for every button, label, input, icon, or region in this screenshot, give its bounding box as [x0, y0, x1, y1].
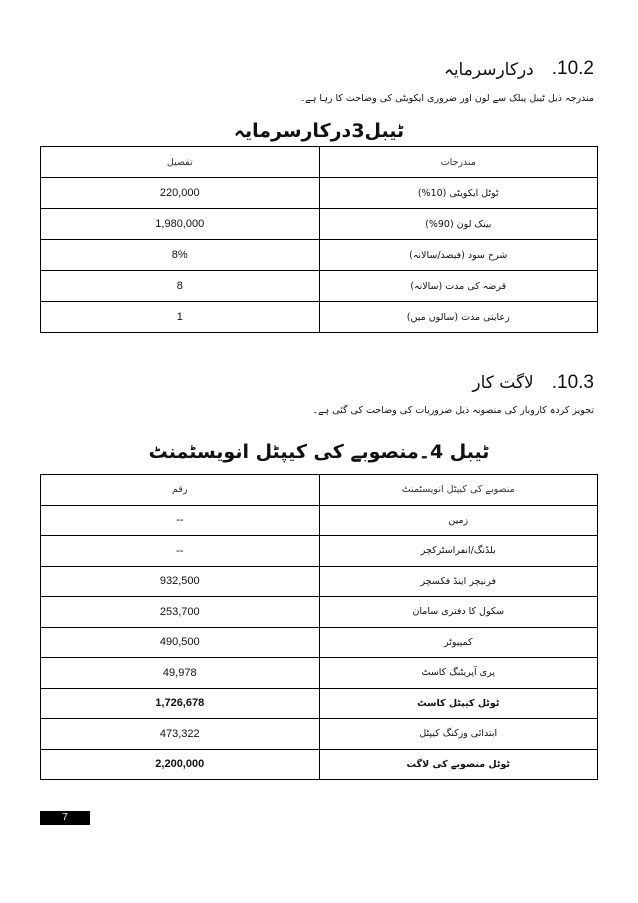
table-row: [41, 627, 598, 658]
row-item: ٹوٹل منصوبے کی لاگت: [319, 749, 598, 780]
section-title: درکارسرمایہ: [443, 59, 534, 80]
header-item: منصوبے کی کیپٹل انویسٹمنٹ: [319, 475, 598, 506]
row-item: رعایتی مدت (سالوں میں): [319, 302, 598, 333]
row-value: 8%: [41, 240, 320, 271]
row-item: زمین: [319, 505, 598, 536]
row-value: 1,726,678: [41, 688, 320, 719]
capital-investment-table: [40, 474, 598, 780]
row-item: سکول کا دفتری سامان: [319, 597, 598, 628]
row-item: ابتدائی ورکنگ کیپٹل: [319, 719, 598, 750]
row-item: بلڈنگ/انفراسٹرکچر: [319, 536, 598, 567]
table-row: [41, 597, 598, 628]
table-row: [41, 566, 598, 597]
header-detail: تفصیل: [41, 147, 320, 178]
row-item: بینک لون (90%): [319, 209, 598, 240]
section-heading-10-3: [472, 372, 594, 394]
capital-requirement-table: [40, 146, 598, 333]
table-row: [41, 178, 598, 209]
table-header-row: [41, 475, 598, 506]
row-item: فرنیچر اینڈ فکسچر: [319, 566, 598, 597]
row-value: --: [41, 536, 320, 567]
table-row-total: [41, 688, 598, 719]
header-amount: رقم: [41, 475, 320, 506]
row-item: ٹوٹل کیپٹل کاسٹ: [319, 688, 598, 719]
table-row: [41, 719, 598, 750]
table-row: [41, 536, 598, 567]
header-item: مندرجات: [319, 147, 598, 178]
table-row: [41, 240, 598, 271]
row-value: 473,322: [41, 719, 320, 750]
row-value: 932,500: [41, 566, 320, 597]
section-number: .10.3: [551, 372, 594, 393]
table-row: [41, 271, 598, 302]
table-row: [41, 302, 598, 333]
table-caption: ٹیبل3درکارسرمایہ: [233, 120, 405, 142]
section-intro: تجویز کردہ کاروبار کی منصوبہ ذیل ضروریات کی وضاحت کی گئی ہے۔: [312, 405, 594, 416]
row-value: 1: [41, 302, 320, 333]
row-item: قرضہ کی مدت (سالانہ): [319, 271, 598, 302]
row-item: شرح سود (فیصد/سالانہ): [319, 240, 598, 271]
section-number: .10.2: [551, 58, 594, 79]
row-value: 2,200,000: [41, 749, 320, 780]
row-item: پری آپریٹنگ کاسٹ: [319, 658, 598, 689]
row-item: کمپیوٹر: [319, 627, 598, 658]
table-row: [41, 505, 598, 536]
section-title: لاگت کار: [472, 373, 534, 393]
row-value: 8: [41, 271, 320, 302]
row-value: 1,980,000: [41, 209, 320, 240]
row-value: 220,000: [41, 178, 320, 209]
table-row: [41, 209, 598, 240]
page-number: 7: [40, 811, 90, 825]
row-value: --: [41, 505, 320, 536]
section-heading-10-2: [444, 58, 594, 80]
table-row: [41, 658, 598, 689]
row-item: ٹوٹل ایکویٹی (10%): [319, 178, 598, 209]
row-value: 253,700: [41, 597, 320, 628]
section-intro: مندرجہ ذیل ٹیبل پبلک سے لون اور ضروری ایکویٹی کی وضاحت کا رہا ہے۔: [299, 93, 594, 104]
row-value: 490,500: [41, 627, 320, 658]
row-value: 49,978: [41, 658, 320, 689]
table-caption: ٹیبل 4۔منصوبے کی کیپٹل انویسٹمنٹ: [148, 441, 490, 463]
table-row-total: [41, 749, 598, 780]
table-header-row: [41, 147, 598, 178]
